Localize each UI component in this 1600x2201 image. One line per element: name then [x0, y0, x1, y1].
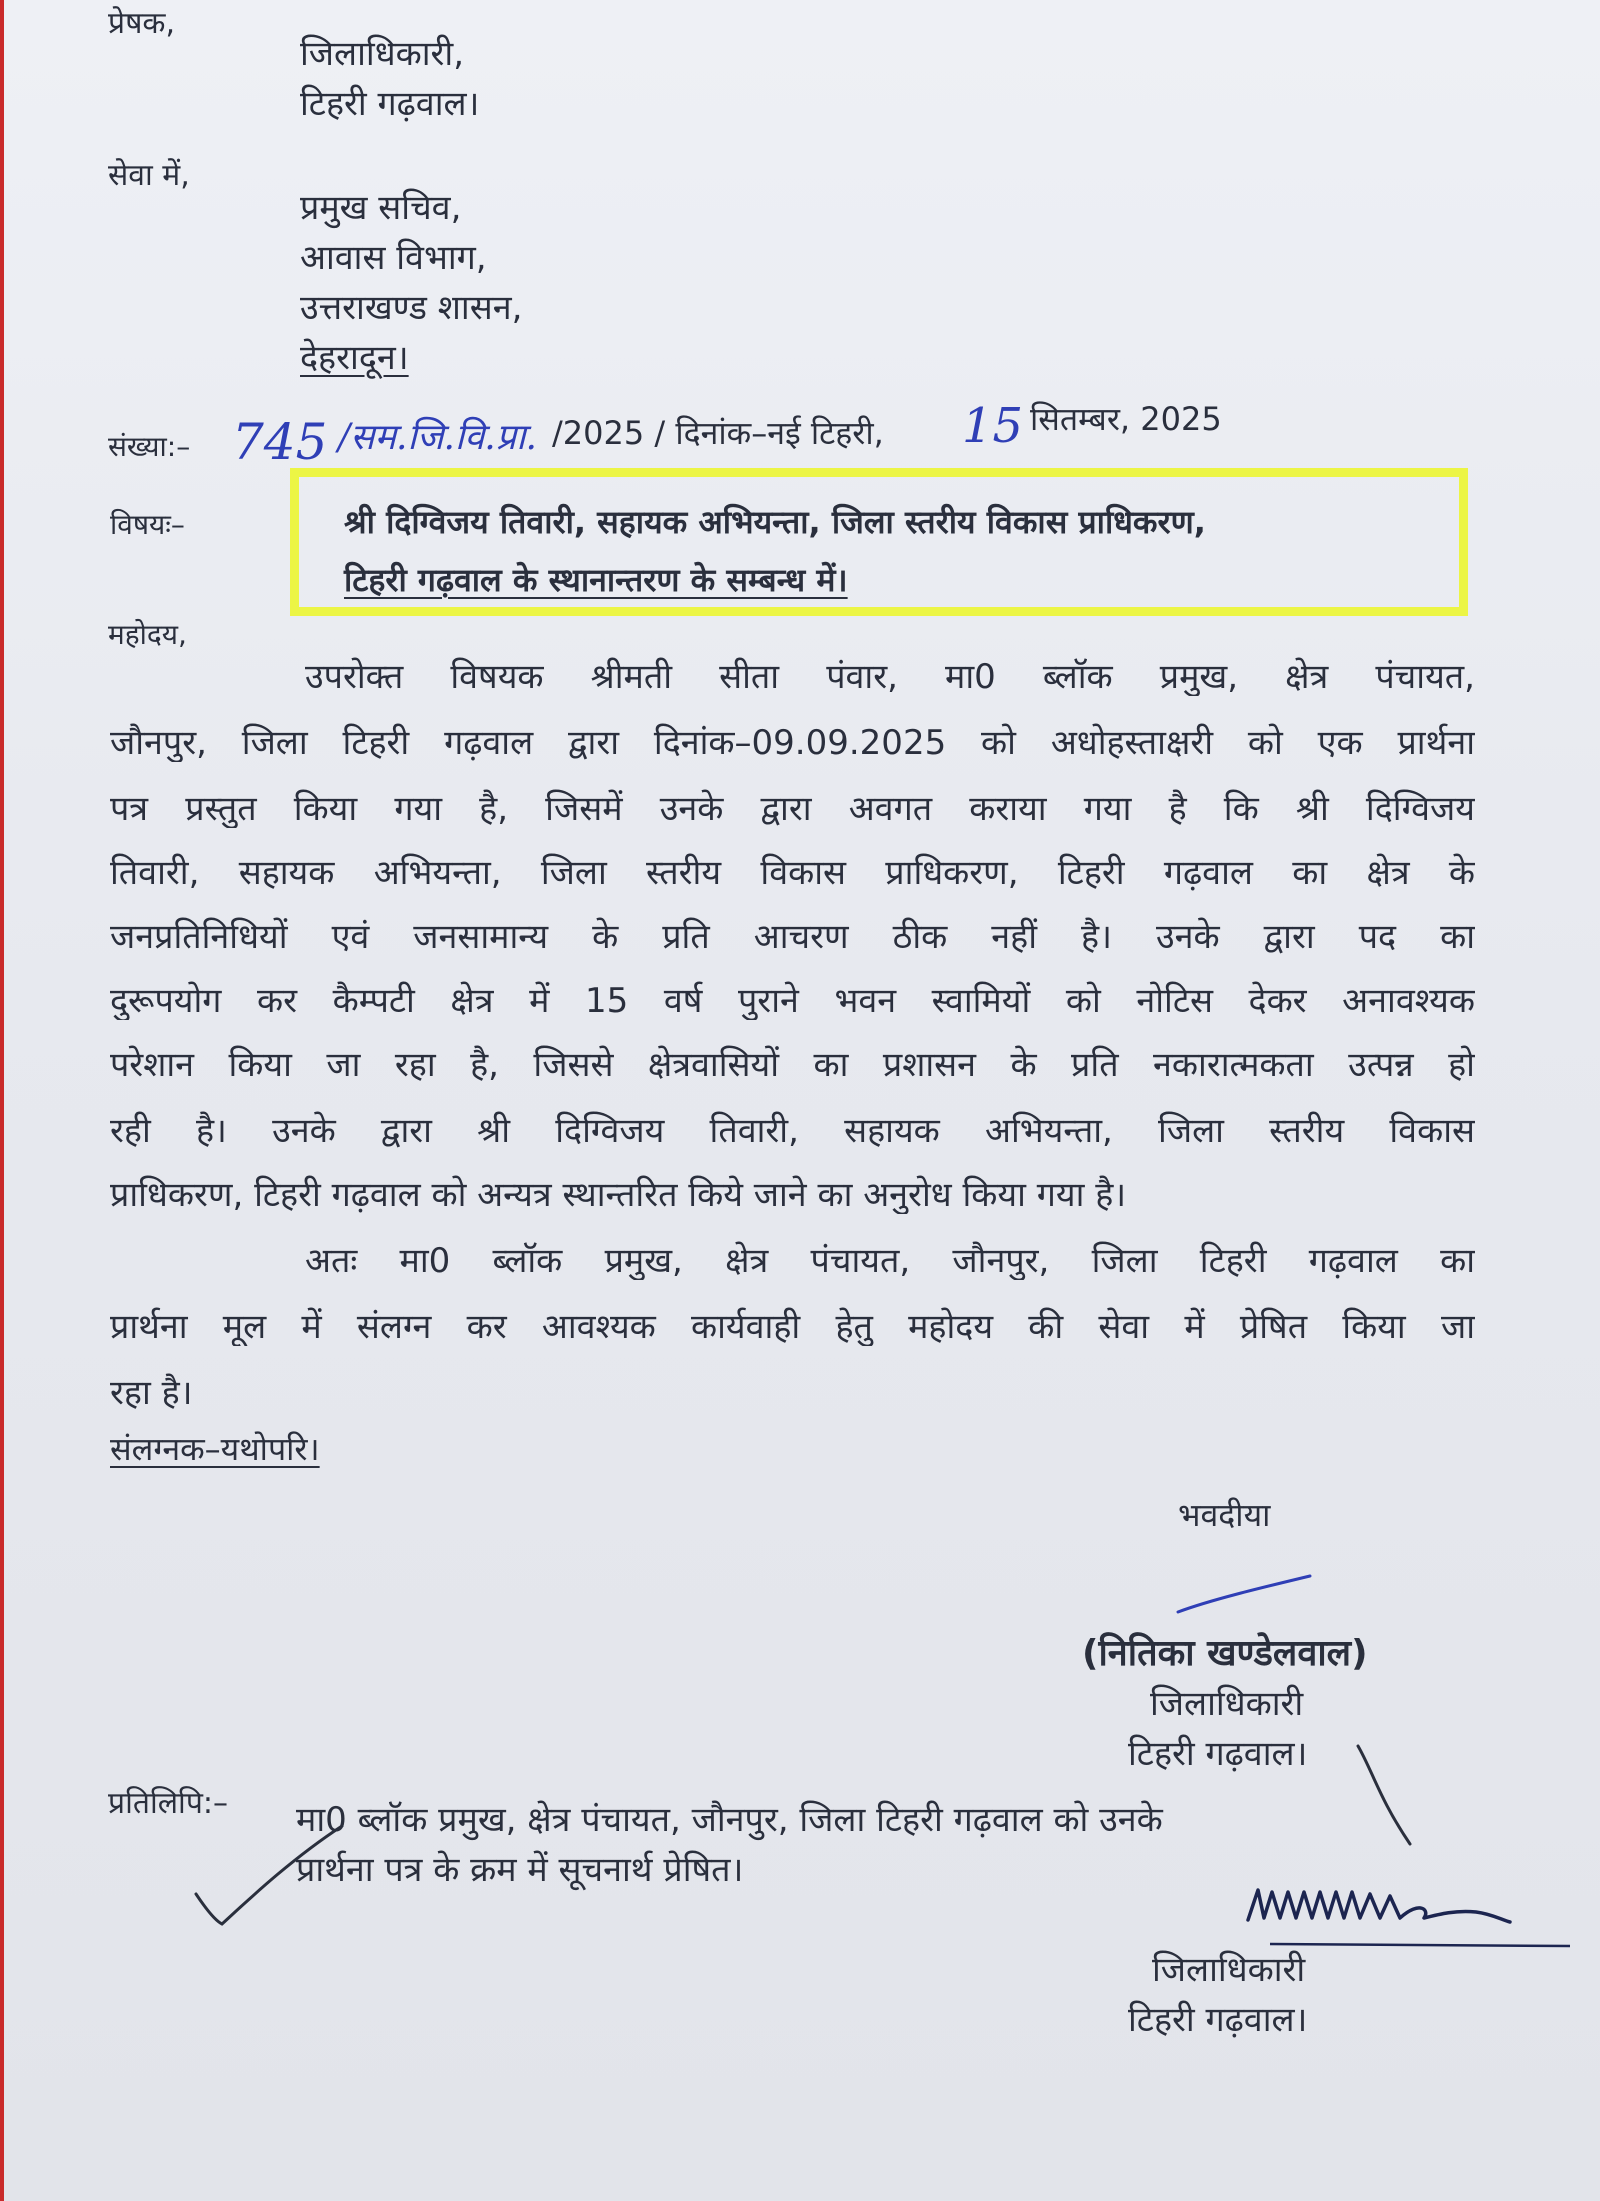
body-line: जौनपुर, जिला टिहरी गढ़वाल द्वारा दिनांक–09.09.2025 को अधोहस्ताक्षरी को एक प्रार्थना — [110, 723, 1475, 762]
copy-line-2: प्रार्थना पत्र के क्रम में सूचनार्थ प्रेषित। — [296, 1850, 744, 1890]
checkmark-icon — [190, 1820, 350, 1930]
signatory-designation: जिलाधिकारी — [1150, 1684, 1304, 1724]
margin-red-line — [0, 0, 4, 2201]
recipient-line-4: देहरादून। — [300, 338, 409, 378]
body-line: तिवारी, सहायक अभियन्ता, जिला स्तरीय विकास प्राधिकरण, टिहरी गढ़वाल का क्षेत्र के — [110, 853, 1475, 892]
reference-date-place: /2025 / दिनांक–नई टिहरी, — [552, 414, 884, 452]
reference-label: संख्या:– — [108, 430, 191, 463]
sender-label: प्रेषक, — [108, 6, 175, 41]
body-line: रहा है। — [110, 1373, 193, 1412]
body-line: जनप्रतिनिधियों एवं जनसामान्य के प्रति आचरण ठीक नहीं है। उनके द्वारा पद का — [110, 917, 1475, 956]
signatory-district: टिहरी गढ़वाल। — [1128, 1734, 1308, 1774]
signature-stroke-1 — [1170, 1570, 1320, 1620]
subject-line-1: श्री दिग्विजय तिवारी, सहायक अभियन्ता, जिला स्तरीय विकास प्राधिकरण, — [344, 503, 1206, 541]
reference-month-year: सितम्बर, 2025 — [1030, 400, 1222, 438]
body-line: दुरूपयोग कर कैम्पटी क्षेत्र में 15 वर्ष पुराने भवन स्वामियों को नोटिस देकर अनावश्यक — [110, 981, 1475, 1020]
recipient-label: सेवा में, — [108, 158, 190, 193]
salutation: महोदय, — [108, 618, 187, 651]
subject-label: विषयः– — [110, 508, 185, 541]
copy-signatory-designation: जिलाधिकारी — [1152, 1950, 1306, 1990]
recipient-line-3: उत्तराखण्ड शासन, — [300, 288, 523, 328]
copy-label: प्रतिलिपि:– — [108, 1786, 228, 1821]
sender-designation: जिलाधिकारी, — [300, 34, 465, 74]
reference-code: /सम.जि.वि.प्रा. — [338, 417, 537, 458]
recipient-line-1: प्रमुख सचिव, — [300, 188, 462, 228]
sender-district: टिहरी गढ़वाल। — [300, 84, 480, 124]
body-line: पत्र प्रस्तुत किया गया है, जिसमें उनके द्वारा अवगत कराया गया है कि श्री दिग्विजय — [110, 789, 1475, 828]
body-line: उपरोक्त विषयक श्रीमती सीता पंवार, मा0 ब्लॉक प्रमुख, क्षेत्र पंचायत, — [305, 657, 1475, 696]
body-line: प्राधिकरण, टिहरी गढ़वाल को अन्यत्र स्थान्तरित किये जाने का अनुरोध किया गया है। — [110, 1175, 1127, 1214]
copy-line-1: मा0 ब्लॉक प्रमुख, क्षेत्र पंचायत, जौनपुर, जिला टिहरी गढ़वाल को उनके — [296, 1800, 1163, 1840]
reference-day: 15 — [962, 398, 1024, 454]
enclosure-note: संलग्नक–यथोपरि। — [110, 1430, 320, 1468]
pen-curl-stroke — [1350, 1740, 1430, 1860]
copy-signatory-district: टिहरी गढ़वाल। — [1128, 2000, 1308, 2040]
signatory-name: (नितिका खण्डेलवाल) — [1082, 1633, 1368, 1674]
recipient-line-2: आवास विभाग, — [300, 238, 487, 278]
valediction: भवदीया — [1178, 1496, 1271, 1534]
signature-scribble — [1240, 1870, 1580, 1960]
body-line: रही है। उनके द्वारा श्री दिग्विजय तिवारी, सहायक अभियन्ता, जिला स्तरीय विकास — [110, 1111, 1475, 1150]
reference-number: 745 — [232, 413, 328, 471]
body-line: प्रार्थना मूल में संलग्न कर आवश्यक कार्यवाही हेतु महोदय की सेवा में प्रेषित किया जा — [110, 1307, 1475, 1346]
body-line: अतः मा0 ब्लॉक प्रमुख, क्षेत्र पंचायत, जौनपुर, जिला टिहरी गढ़वाल का — [305, 1241, 1475, 1280]
body-line: परेशान किया जा रहा है, जिससे क्षेत्रवासियों का प्रशासन के प्रति नकारात्मकता उत्पन्न हो — [110, 1045, 1475, 1084]
subject-line-2: टिहरी गढ़वाल के स्थानान्तरण के सम्बन्ध में। — [344, 561, 848, 599]
